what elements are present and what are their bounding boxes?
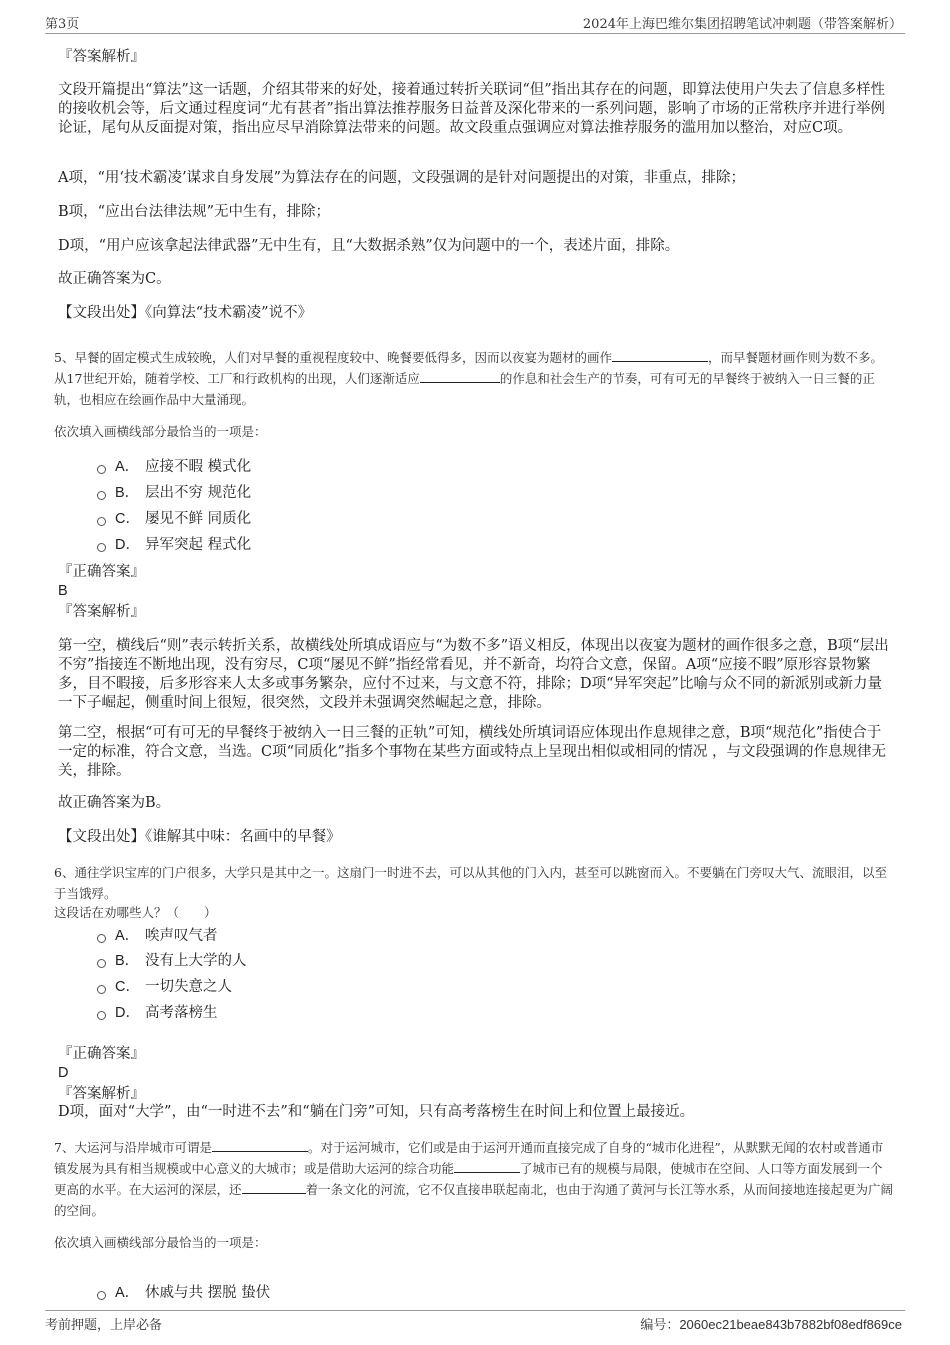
option-text: 高考落榜生 <box>145 1005 218 1021</box>
q4-analysis-label: 『答案解析』 <box>58 49 145 65</box>
q6-answer-label: 『正确答案』 <box>58 1046 145 1062</box>
q4-analysis-a: A项，“用‘技术霸凌’谋求自身发展”为算法存在的问题，文段强调的是针对问题提出的对策，非重点，排除； <box>58 170 746 186</box>
footer-slogan: 考前押题，上岸必备 <box>45 1318 163 1333</box>
footer-divider <box>45 1310 905 1311</box>
option-text: 屡见不鲜 同质化 <box>145 511 252 527</box>
option-text: 休戚与共 摆脱 蛰伏 <box>145 1285 271 1301</box>
q5-source: 【文段出处】《谁解其中味：名画中的早餐》 <box>58 829 341 845</box>
document-title: 2024年上海巴维尔集团招聘笔试冲刺题（带答案解析） <box>582 17 902 32</box>
q5-stem-part1: 5、早餐的固定模式生成较晚，人们对早餐的重视程度较中、晚餐要低得多，因而以夜宴为题材的画作 <box>54 350 612 365</box>
q5-prompt: 依次填入画横线部分最恰当的一项是： <box>54 424 267 439</box>
q7-stem-part2: 。对于运河城市，它们或是由于运河开通而直接完成了自身的“城市化进程”，从默默无闻的农村或普通市镇发展为具有相当规模或中心意义的大城市；或是借助大运河的综合功能 <box>54 1140 884 1176</box>
q5-conclusion: 故正确答案为B。 <box>58 795 171 811</box>
q5-blank-1 <box>612 348 708 362</box>
option-text: 异军突起 程式化 <box>145 537 252 553</box>
q6-analysis-label: 『答案解析』 <box>58 1086 145 1102</box>
option-text: 应接不暇 模式化 <box>145 459 252 475</box>
q5-answer-label: 『正确答案』 <box>58 564 145 580</box>
radio-icon[interactable] <box>97 1011 106 1020</box>
q5-stem-part2: ，而早餐题材画作则为数不多。从17世纪开始，随着学校、工厂和行政机构的出现，人们逐渐适应 <box>54 350 883 386</box>
q7-stem-part1: 7、大运河与沿岸城市可谓是 <box>54 1140 212 1155</box>
q7-option-a[interactable] <box>97 1284 270 1302</box>
q6-option-a[interactable] <box>97 927 218 945</box>
radio-icon[interactable] <box>97 543 106 552</box>
radio-icon[interactable] <box>97 959 106 968</box>
option-text: 没有上大学的人 <box>145 953 247 969</box>
radio-icon[interactable] <box>97 517 106 526</box>
footer-code <box>640 1314 902 1333</box>
q5-blank-2 <box>420 369 500 383</box>
q5-option-d[interactable] <box>97 536 251 554</box>
q5-option-c[interactable] <box>97 510 251 528</box>
q6-prompt: 这段话在劝哪些人？（ ） <box>54 905 217 920</box>
q7-blank-3 <box>242 1180 306 1194</box>
radio-icon[interactable] <box>97 465 106 474</box>
option-text: 层出不穷 规范化 <box>145 485 252 501</box>
option-text: 唉声叹气者 <box>145 928 218 944</box>
option-letter: D． <box>115 537 140 553</box>
radio-icon[interactable] <box>97 1291 106 1300</box>
option-letter: A． <box>115 928 140 944</box>
q6-answer: D <box>58 1065 69 1081</box>
option-letter: B． <box>115 485 140 501</box>
radio-icon[interactable] <box>97 985 106 994</box>
q4-analysis-paragraph: 文段开篇提出“算法”这一话题，介绍其带来的好处，接着通过转折关联词“但”指出其存在的问题，即算法使用户失去了信息多样性的接收机会等，后文通过程度词“尤有甚者”指出算法推荐服务日益普及深化带来的一系列问题，影响了市场的正常秩序并进行举例论证，尾句从反面提对策，指出应尽早消除算法带来的问题。故文段重点强调应对算法推荐服务的滥用加以整治，对应C项。 <box>58 82 886 136</box>
q6-analysis: D项，面对“大学”，由“一时进不去”和“躺在门旁”可知，只有高考落榜生在时间上和位置上最接近。 <box>58 1104 695 1120</box>
q7-stem-part4: 着一条文化的河流，它不仅直接串联起南北，也由于沟通了黄河与长江等水系，从而间接地连接起更为广阔的空间。 <box>54 1182 894 1218</box>
q7-stem-part3: 了城市已有的规模与局限，使城市在空间、人口等方面发展到一个更高的水平。在大运河的深层，还 <box>54 1161 883 1197</box>
q5-option-b[interactable] <box>97 484 251 502</box>
radio-icon[interactable] <box>97 934 106 943</box>
page-number: 第3页 <box>45 17 80 32</box>
option-text: 一切失意之人 <box>145 979 232 995</box>
option-letter: A． <box>115 1285 140 1301</box>
q7-stem <box>54 1137 894 1221</box>
footer-code-value: 2060ec21beae843b7882bf08edf869ce <box>679 1317 902 1332</box>
q5-analysis-paragraph-1: 第一空，横线后“则”表示转折关系，故横线处所填成语应与“为数不多”语义相反，体现出以夜宴为题材的画作很多之意，B项“层出不穷”指接连不断地出现，没有穷尽，C项“屡见不鲜”指经常看见，并不新奇，均符合文意，保留。A项“应接不暇”原形容景物繁多，目不暇接，后多形容来人太多或事务繁杂，应付不过来，与文意不符，排除；D项“异军突起”比喻与众不同的新派别或新力量一下子崛起，侧重时间上很短，很突然，文段并未强调突然崛起之意，排除。 <box>58 638 889 711</box>
header-divider <box>45 33 905 34</box>
q6-option-c[interactable] <box>97 978 232 996</box>
q5-analysis-label: 『答案解析』 <box>58 604 145 620</box>
q5-answer: B <box>58 583 68 599</box>
q4-analysis-b: B项，“应出台法律法规”无中生有，排除； <box>58 204 330 220</box>
q4-source: 【文段出处】《向算法“技术霸凌”说不》 <box>58 305 313 321</box>
q7-blank-1 <box>212 1138 308 1152</box>
option-letter: D． <box>115 1005 140 1021</box>
footer-code-label: 编号： <box>640 1318 680 1333</box>
q5-stem-part3: 的作息和社会生产的节奏，可有可无的早餐终于被纳入一日三餐的正轨，也相应在绘画作品中大量涌现。 <box>54 371 875 407</box>
q6-option-b[interactable] <box>97 952 247 970</box>
q7-blank-2 <box>454 1159 520 1173</box>
radio-icon[interactable] <box>97 491 106 500</box>
option-letter: C． <box>115 979 140 995</box>
q4-conclusion: 故正确答案为C。 <box>58 271 171 287</box>
option-letter: C． <box>115 511 140 527</box>
q5-stem <box>54 347 894 410</box>
q7-prompt: 依次填入画横线部分最恰当的一项是： <box>54 1235 267 1250</box>
q5-analysis-paragraph-2: 第二空，根据“可有可无的早餐终于被纳入一日三餐的正轨”可知，横线处所填词语应体现出作息规律之意，B项“规范化”指使合于一定的标准，符合文意，当选。C项“同质化”指多个事物在某些方面或特点上呈现出相似或相同的情况 ，与文段强调的作息规律无关，排除。 <box>58 725 887 779</box>
option-letter: B． <box>115 953 140 969</box>
q5-option-a[interactable] <box>97 458 251 476</box>
q6-option-d[interactable] <box>97 1004 218 1022</box>
q4-analysis-d: D项，“用户应该拿起法律武器”无中生有，且“大数据杀熟”仅为问题中的一个，表述片面，排除。 <box>58 238 680 254</box>
option-letter: A． <box>115 459 140 475</box>
q6-stem: 6、通往学识宝库的门户很多，大学只是其中之一。这扇门一时进不去，可以从其他的门入内，甚至可以跳窗而入。不要躺在门旁叹大气、流眼泪，以至于当饿殍。 <box>54 865 887 901</box>
